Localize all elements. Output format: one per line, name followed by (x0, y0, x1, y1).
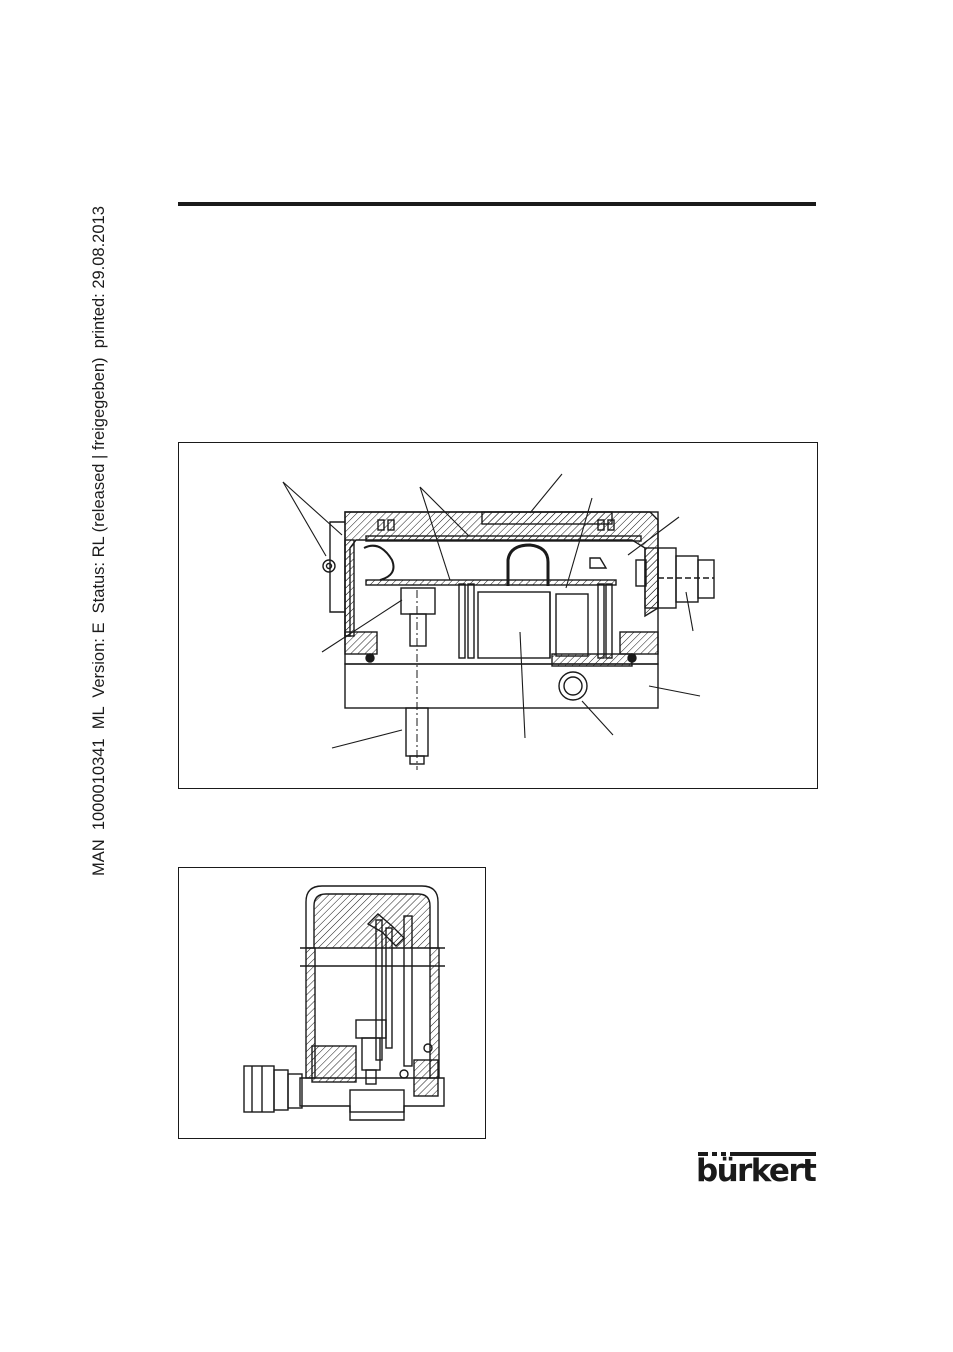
document-sidebar-info: MAN 1000010341 ML Version: E Status: RL (released | freigegeben) printed: 29.08.2013 (90, 206, 108, 876)
logo-text: bürkert (696, 1153, 816, 1189)
burkert-logo (696, 1150, 818, 1192)
housing-cross-section-drawing (323, 512, 714, 770)
actuator-side-section-drawing (244, 886, 445, 1120)
